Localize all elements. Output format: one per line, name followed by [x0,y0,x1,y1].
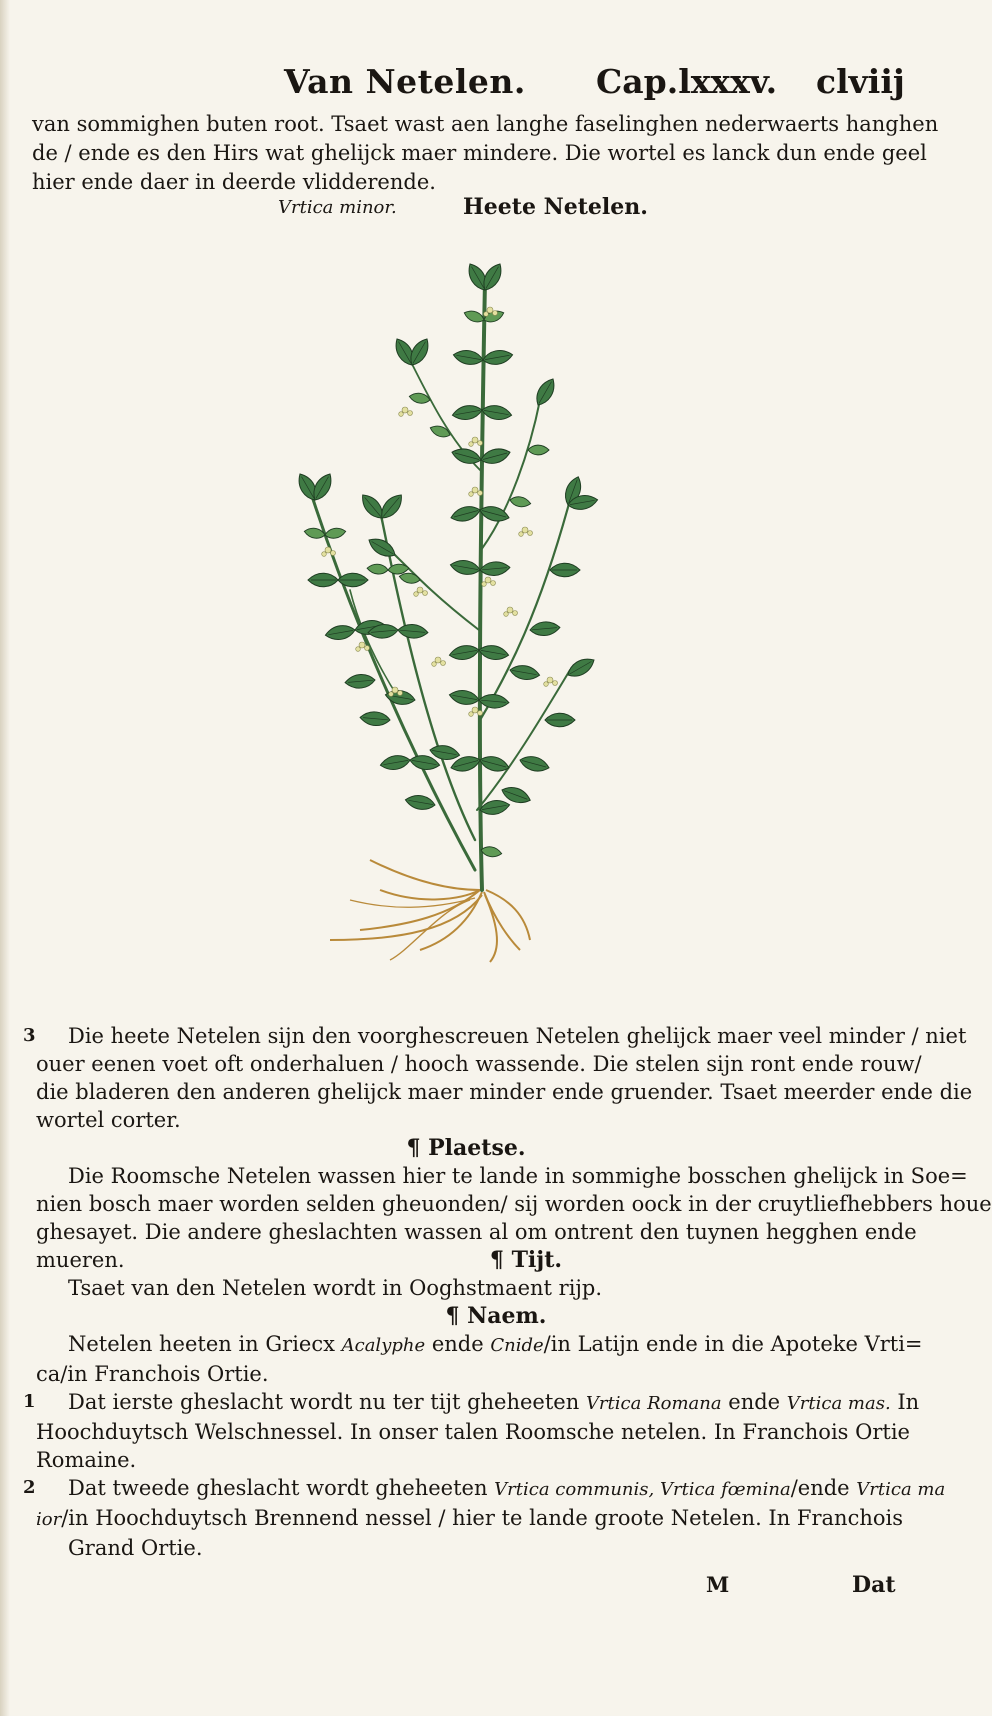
text-line: Tsaet van den Netelen wordt in Ooghstmaent rijp. [68,1276,603,1300]
text-line: nien bosch maer worden selden gheuonden/ sij worden oock in der cruytliefhebbers houe [36,1192,992,1216]
species-marker: 1 [23,1391,36,1412]
latin-name: Vrtica communis, Vrtica fœmina [494,1479,791,1500]
text-run: /ende [790,1476,857,1500]
section-heading-naem: ¶ Naem. [445,1303,547,1329]
text-line: die bladeren den anderen ghelijck maer minder ende gruender. Tsaet meerder ende die [36,1080,973,1104]
latin-name: Vrtica mas. [786,1393,891,1414]
text-line: Die heete Netelen sijn den voorghescreuen Netelen ghelijck maer veel minder / niet [68,1024,967,1048]
text-run: Dat ierste gheslacht wordt nu ter tijt gheheeten [68,1390,586,1414]
figure-caption-latin: Vrtica minor. [278,197,397,218]
nettle-woodcut-illustration [270,250,640,980]
latin-name: Vrtica Romana [585,1393,722,1414]
species-marker: 2 [23,1477,36,1498]
text-line: ghesayet. Die andere gheslachten wassen al om ontrent den tuynen hegghen ende [36,1220,917,1244]
text-line [36,1388,920,1418]
text-run: Dat tweede gheslacht wordt gheheeten [68,1476,495,1500]
text-line: Die Roomsche Netelen wassen hier te lande in sommighe bosschen ghelijck in Soe= [68,1164,968,1188]
text-run: Netelen heeten in Griecx [68,1332,342,1356]
text-line [36,1504,903,1534]
running-header [0,62,930,106]
text-run: /in Hoochduytsch Brennend nessel / hier te lande groote Netelen. In Franchois [61,1506,903,1530]
catchword: Dat [852,1572,896,1598]
text-line: mueren. [36,1248,125,1272]
species-marker: 3 [23,1025,36,1046]
figure-caption-dutch: Heete Netelen. [463,194,648,220]
text-line: van sommighen buten root. Tsaet wast aen langhe faselinghen nederwaerts hanghen [32,112,939,136]
text-line: Grand Ortie. [68,1536,203,1560]
paragraph-names [36,1330,923,1388]
latin-name: ior [36,1509,62,1530]
text-run: In [890,1390,920,1414]
section-heading-tijt: ¶ Tijt. [489,1247,563,1273]
running-title: Van Netelen. [284,62,526,101]
text-line [36,1330,923,1360]
paragraph-time [36,1274,896,1302]
latin-name: Vrtica ma [856,1479,946,1500]
paragraph-first-kind [23,1388,920,1474]
section-heading-plaetse: ¶ Plaetse. [406,1135,526,1161]
paragraph-second-kind [23,1474,946,1562]
paragraph-description [23,1022,973,1134]
text-run: ende [721,1390,787,1414]
page-gutter-shadow [0,0,10,1716]
latin-name: Cnide [490,1335,544,1356]
text-line: wortel corter. [36,1108,181,1132]
root-system [330,860,530,962]
text-line: hier ende daer in deerde vlidderende. [32,170,436,194]
text-line: de / ende es den Hirs wat ghelijck maer mindere. Die wortel es lanck dun ende geel [32,141,927,165]
chapter-number: Cap.lxxxv. [596,62,778,101]
signature-mark: M [706,1572,730,1597]
continued-text [32,110,939,197]
page-footer [0,1572,930,1602]
text-run: /in Latijn ende in die Apoteke Vrti= [543,1332,923,1356]
text-run: ende [425,1332,491,1356]
folio-number: clviij [816,62,905,101]
main-text [23,1022,992,1562]
text-line: Romaine. [36,1448,137,1472]
text-line [36,1474,946,1504]
flower-clusters [322,307,558,716]
text-line: ca/in Franchois Ortie. [36,1362,269,1386]
text-line: ouer eenen voet oft onderhaluen / hooch wassende. Die stelen sijn ront ende rouw/ [36,1052,922,1076]
text-line: Hoochduytsch Welschnessel. In onser talen Roomsche netelen. In Franchois Ortie [36,1420,910,1444]
latin-name: Acalyphe [341,1335,426,1356]
